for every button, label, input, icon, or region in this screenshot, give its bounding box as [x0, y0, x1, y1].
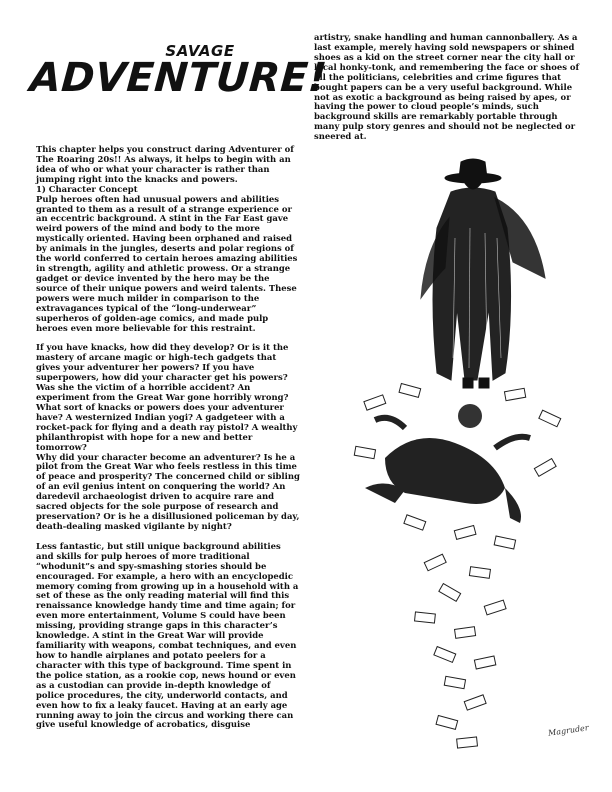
body-paragraph: artistry, snake handling and human cannonballery. As a last example, merely having sold newspapers or shined shoes as a kid on the street corner near the city hall or local honky-tonk, and remembering the face or shoes of all the politicians, celebrities and crime figures that bought papers can be a very useful background. While not as exotic a background as being raised by apes, or having the power to cloud people’s minds, such background skills are remarkably portable through many pulp story genres and should not be neglected or sneered at.	[314, 32, 580, 142]
cloaked-vigilante-figure	[421, 159, 545, 388]
body-paragraph: Less fantastic, but still unique background abilities and skills for pulp heroes of more traditional “whodunit”s and spy-smashing stories should be encouraged. For example, a hero with an encyclopedic memory coming from growing up in a household with a set of these as the only reading material will find this renaissance knowledge handy time and time again; for even more entertainment, Volume S could have been missing, providing strange gaps in this character’s knowledge. A stint in the Great War will provide familiarity with weapons, combat techniques, and even how to handle airplanes and potato peelers for a character with this type of background. Time spent in the police station, as a rookie cop, news hound or even as a custodian can provide in-depth knowledge of police procedures, the city, underworld contacts, and even how to fix a leaky faucet. Having at an early age running away to join the circus and working there can give useful knowledge of acrobatics, disguise	[36, 540, 299, 730]
artist-signature: Magruder	[547, 723, 590, 738]
section-heading: 1) Character Concept	[36, 183, 138, 194]
chapter-title: ADVENTURE!	[28, 55, 329, 101]
intro-paragraph: This chapter helps you construct daring Adventurer of The Roaring 20s!! As always, it helps to begin with an idea of who or what your character is rather than jumping right into the knacks and powers.	[36, 144, 294, 184]
body-paragraph: If you have knacks, how did they develop? Or is it the mastery of arcane magic or high-tech gadgets that gives your adventurer her powers? If you have superpowers, how did your character get his powers? Was she the victim of a horrible accident? An experiment from the Great War gone horribly wrong? What sort of knacks or powers does your adventurer have? A westernized Indian yogi? A gadgeteer with a rocket-pack for flying and a death ray pistol? A wealthy philanthropist with hope for a new and better tomorrow?	[36, 342, 298, 452]
body-paragraph: Why did your character become an adventurer? Is he a pilot from the Great War who feels restless in this time of peace and prosperity? The concerned child or sibling of an evil genius intent on conquering the world? An daredevil archaeologist driven to acquire rare and sacred objects for the sole purpose of research and preservation? Or is he a disillusioned policeman by day, death-dealing masked vigilante by night?	[36, 451, 300, 532]
left-column	[36, 145, 300, 730]
pulp-illustration	[345, 158, 585, 768]
body-paragraph: Pulp heroes often had unusual powers and abilities granted to them as a result of a strange experience or an eccentric background. A stint in the Far East gave weird powers of the mind and body to the more mystically oriented. Having been orphaned and raised by animals in the jungles, deserts and polar regions of the world conferred to certain heroes amazing abilities in strength, agility and athletic prowess. Or a strange gadget or device invented by the hero may be the source of their unique powers and weird talents. These powers were much milder in comparison to the extravagances typical of the “long-underwear” superheros of golden-age comics, and made pulp heroes even more believable for this restraint.	[36, 193, 298, 333]
chapter-title-small: SAVAGE	[165, 42, 235, 60]
fallen-man-figure	[365, 404, 530, 523]
right-column	[314, 33, 584, 142]
